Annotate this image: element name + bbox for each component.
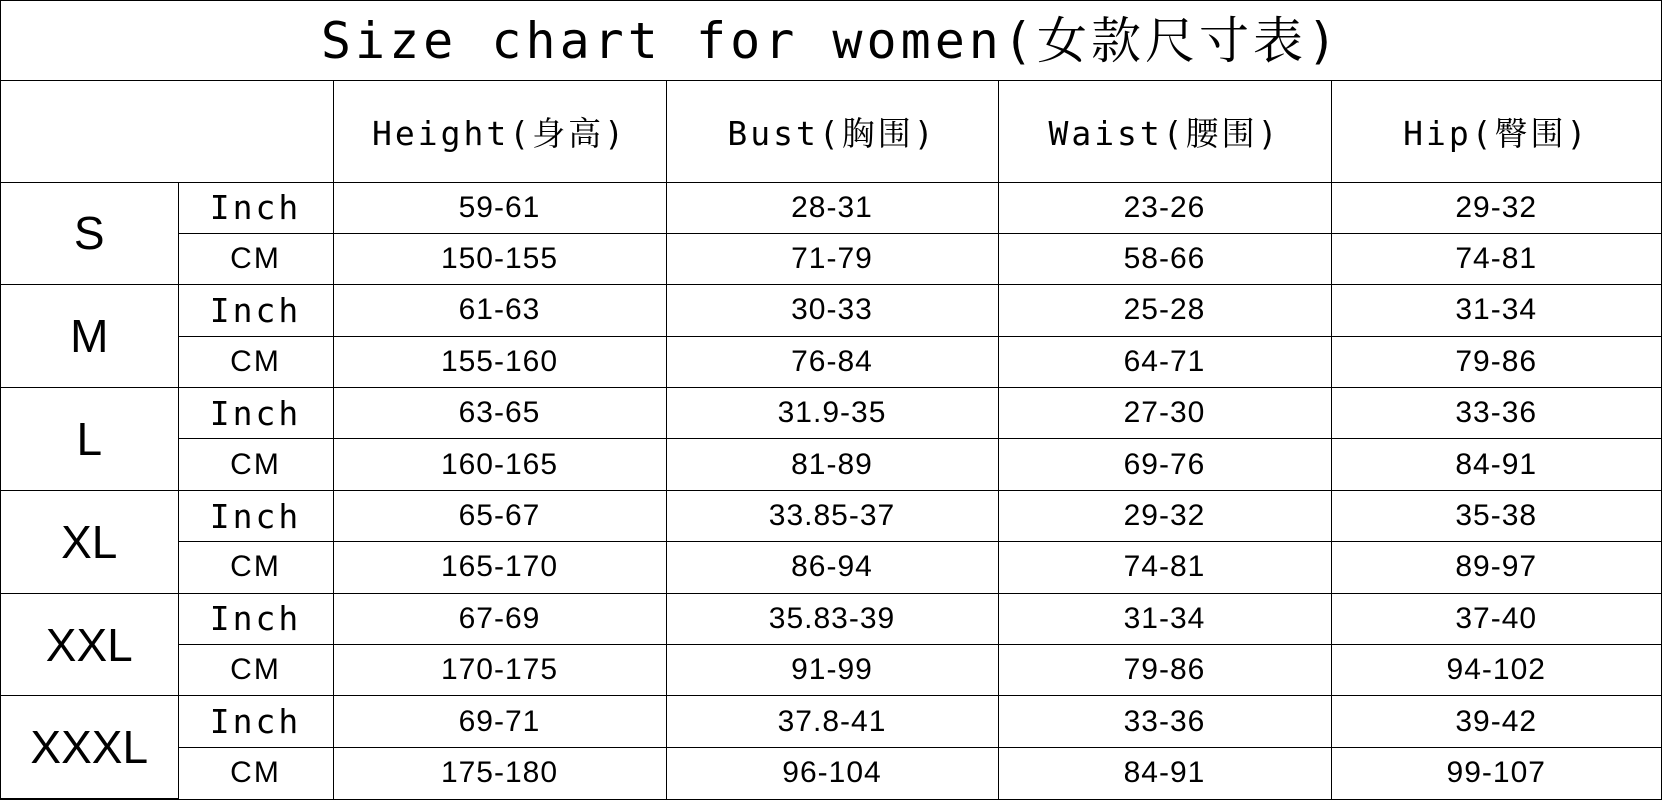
- measurement-cell: 91-99: [666, 645, 998, 696]
- size-label: S: [1, 182, 178, 285]
- measurement-cell: 94-102: [1331, 645, 1661, 696]
- size-table: [1, 81, 1661, 799]
- column-header-waist: Waist(腰围): [998, 81, 1331, 182]
- measurement-cell: 165-170: [333, 542, 666, 593]
- unit-label-cm: CM: [178, 747, 333, 798]
- table-row: [1, 542, 1661, 593]
- measurement-cell: 74-81: [998, 542, 1331, 593]
- table-row: [1, 233, 1661, 284]
- measurement-cell: 69-76: [998, 439, 1331, 490]
- size-label: XL: [1, 490, 178, 593]
- measurement-cell: 35.83-39: [666, 593, 998, 644]
- unit-label-cm: CM: [178, 645, 333, 696]
- measurement-cell: 31-34: [1331, 285, 1661, 336]
- measurement-cell: 37.8-41: [666, 696, 998, 747]
- measurement-cell: 79-86: [998, 645, 1331, 696]
- measurement-cell: 84-91: [998, 747, 1331, 798]
- measurement-cell: 89-97: [1331, 542, 1661, 593]
- measurement-cell: 84-91: [1331, 439, 1661, 490]
- table-row: [1, 439, 1661, 490]
- measurement-cell: 69-71: [333, 696, 666, 747]
- size-label: XXL: [1, 593, 178, 696]
- unit-label-cm: CM: [178, 336, 333, 387]
- column-header-hip: Hip(臀围): [1331, 81, 1661, 182]
- measurement-cell: 96-104: [666, 747, 998, 798]
- chart-title: Size chart for women(女款尺寸表): [1, 1, 1661, 81]
- table-row: [1, 490, 1661, 541]
- measurement-cell: 33-36: [1331, 388, 1661, 439]
- unit-label-inch: Inch: [178, 182, 333, 233]
- measurement-cell: 79-86: [1331, 336, 1661, 387]
- size-label: XXXL: [1, 696, 178, 799]
- unit-label-inch: Inch: [178, 490, 333, 541]
- measurement-cell: 150-155: [333, 233, 666, 284]
- measurement-cell: 64-71: [998, 336, 1331, 387]
- measurement-cell: 39-42: [1331, 696, 1661, 747]
- size-label: M: [1, 285, 178, 388]
- measurement-cell: 28-31: [666, 182, 998, 233]
- corner-cell: [1, 81, 333, 182]
- measurement-cell: 61-63: [333, 285, 666, 336]
- measurement-cell: 99-107: [1331, 747, 1661, 798]
- measurement-cell: 155-160: [333, 336, 666, 387]
- measurement-cell: 30-33: [666, 285, 998, 336]
- table-row: [1, 696, 1661, 747]
- measurement-cell: 37-40: [1331, 593, 1661, 644]
- column-header-height: Height(身高): [333, 81, 666, 182]
- column-header-bust: Bust(胸围): [666, 81, 998, 182]
- unit-label-inch: Inch: [178, 593, 333, 644]
- measurement-cell: 29-32: [998, 490, 1331, 541]
- measurement-cell: 27-30: [998, 388, 1331, 439]
- header-row: [1, 81, 1661, 182]
- table-row: [1, 388, 1661, 439]
- table-row: [1, 645, 1661, 696]
- measurement-cell: 31.9-35: [666, 388, 998, 439]
- measurement-cell: 35-38: [1331, 490, 1661, 541]
- unit-label-cm: CM: [178, 542, 333, 593]
- measurement-cell: 71-79: [666, 233, 998, 284]
- measurement-cell: 67-69: [333, 593, 666, 644]
- measurement-cell: 65-67: [333, 490, 666, 541]
- measurement-cell: 58-66: [998, 233, 1331, 284]
- size-label: L: [1, 388, 178, 491]
- unit-label-cm: CM: [178, 439, 333, 490]
- unit-label-inch: Inch: [178, 285, 333, 336]
- unit-label-cm: CM: [178, 233, 333, 284]
- measurement-cell: 23-26: [998, 182, 1331, 233]
- measurement-cell: 29-32: [1331, 182, 1661, 233]
- measurement-cell: 175-180: [333, 747, 666, 798]
- table-row: [1, 285, 1661, 336]
- unit-label-inch: Inch: [178, 696, 333, 747]
- measurement-cell: 81-89: [666, 439, 998, 490]
- table-row: [1, 336, 1661, 387]
- measurement-cell: 33-36: [998, 696, 1331, 747]
- unit-label-inch: Inch: [178, 388, 333, 439]
- measurement-cell: 31-34: [998, 593, 1331, 644]
- measurement-cell: 63-65: [333, 388, 666, 439]
- measurement-cell: 86-94: [666, 542, 998, 593]
- measurement-cell: 59-61: [333, 182, 666, 233]
- measurement-cell: 160-165: [333, 439, 666, 490]
- table-row: [1, 182, 1661, 233]
- table-row: [1, 593, 1661, 644]
- measurement-cell: 170-175: [333, 645, 666, 696]
- measurement-cell: 76-84: [666, 336, 998, 387]
- table-row: [1, 747, 1661, 798]
- measurement-cell: 25-28: [998, 285, 1331, 336]
- measurement-cell: 33.85-37: [666, 490, 998, 541]
- measurement-cell: 74-81: [1331, 233, 1661, 284]
